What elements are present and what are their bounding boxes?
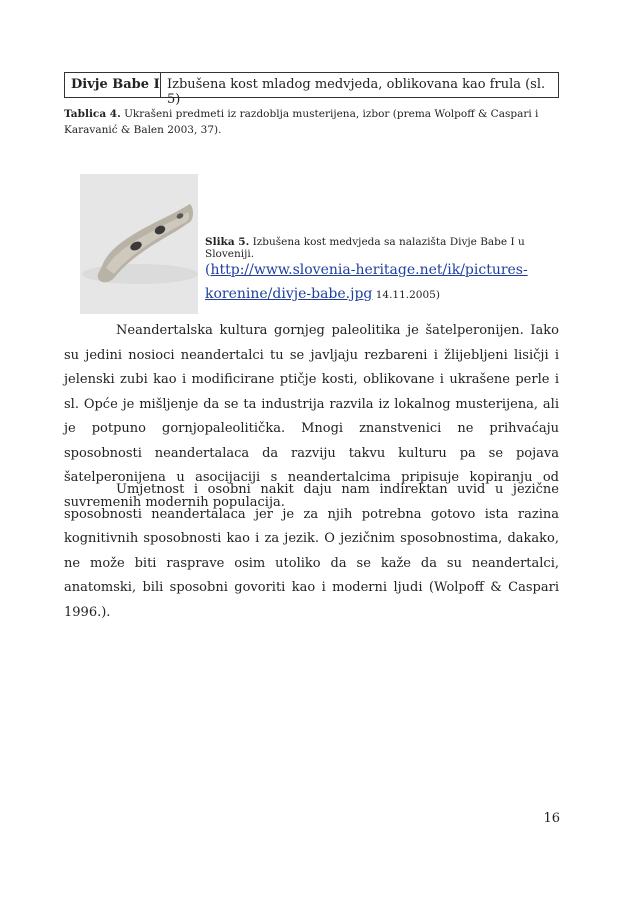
source-link-part1[interactable]: http://www.slovenia-heritage.net/ik/pictures- — [210, 262, 528, 278]
body-paragraph-1: Neandertalska kultura gornjeg paleolitika je šatelperonijen. Iako su jedini nosioci neandertalci tu se javljaju rezbareni i žlijebljeni lisičji i jelenski zubi kao i modificirane ptičje kosti, oblikovane i ukrašene perle i sl. Opće je mišljenje da se ta industrija razvila iz lokalnog musterijena, ali je potpuno gornjopaleolitička. Mnogi znanstvenici ne prihvaćaju sposobnosti neandertalaca da razviju takvu kulturu pa se pojava šatelperonijena u asocijaciji s neandertalcima pripisuje kopiranju od suvremenih modernih populacija. — [64, 323, 559, 510]
source-link-part2[interactable]: korenine/divje-babe.jpg — [205, 286, 373, 302]
page-number: 16 — [543, 811, 560, 826]
figure-caption — [205, 236, 565, 260]
table-cell-site: Divje Babe I — [65, 73, 161, 97]
body-paragraph-2: Umjetnost i osobni nakit daju nam indirektan uvid u jezične sposobnosti neandertalaca jer je za njih potrebna gotovo ista razina kognitivnih sposobnosti kao i za jezik. O jezičnim sposobnostima, dakako, ne može biti rasprave osim utoliko da se kaže da su neandertalci, anatomski, bili sposobni govoriti kao i moderni ljudi (Wolpoff & Caspari 1996.). — [64, 482, 559, 620]
table-cell-description: Izbušena kost mladog medvjeda, oblikovana kao frula (sl. 5) — [166, 77, 546, 107]
table-caption — [64, 106, 559, 138]
table-caption-label: Tablica 4. — [64, 108, 121, 120]
table-caption-text: Ukrašeni predmeti iz razdoblja musterijena, izbor (prema Wolpoff & Caspari i Karavanić & Balen 2003, 37). — [64, 108, 539, 136]
figure-caption-text: Izbušena kost medvjeda sa nalazišta Divje Babe I u Sloveniji. — [205, 236, 525, 260]
bone-flute-image — [80, 174, 198, 314]
open-parenthesis: ( — [205, 262, 211, 278]
data-table-row — [64, 72, 559, 107]
source-date: 14.11.2005) — [372, 289, 440, 301]
figure-caption-label: Slika 5. — [205, 236, 250, 248]
figure-source — [205, 258, 565, 307]
bone-flute-photo — [80, 174, 198, 314]
